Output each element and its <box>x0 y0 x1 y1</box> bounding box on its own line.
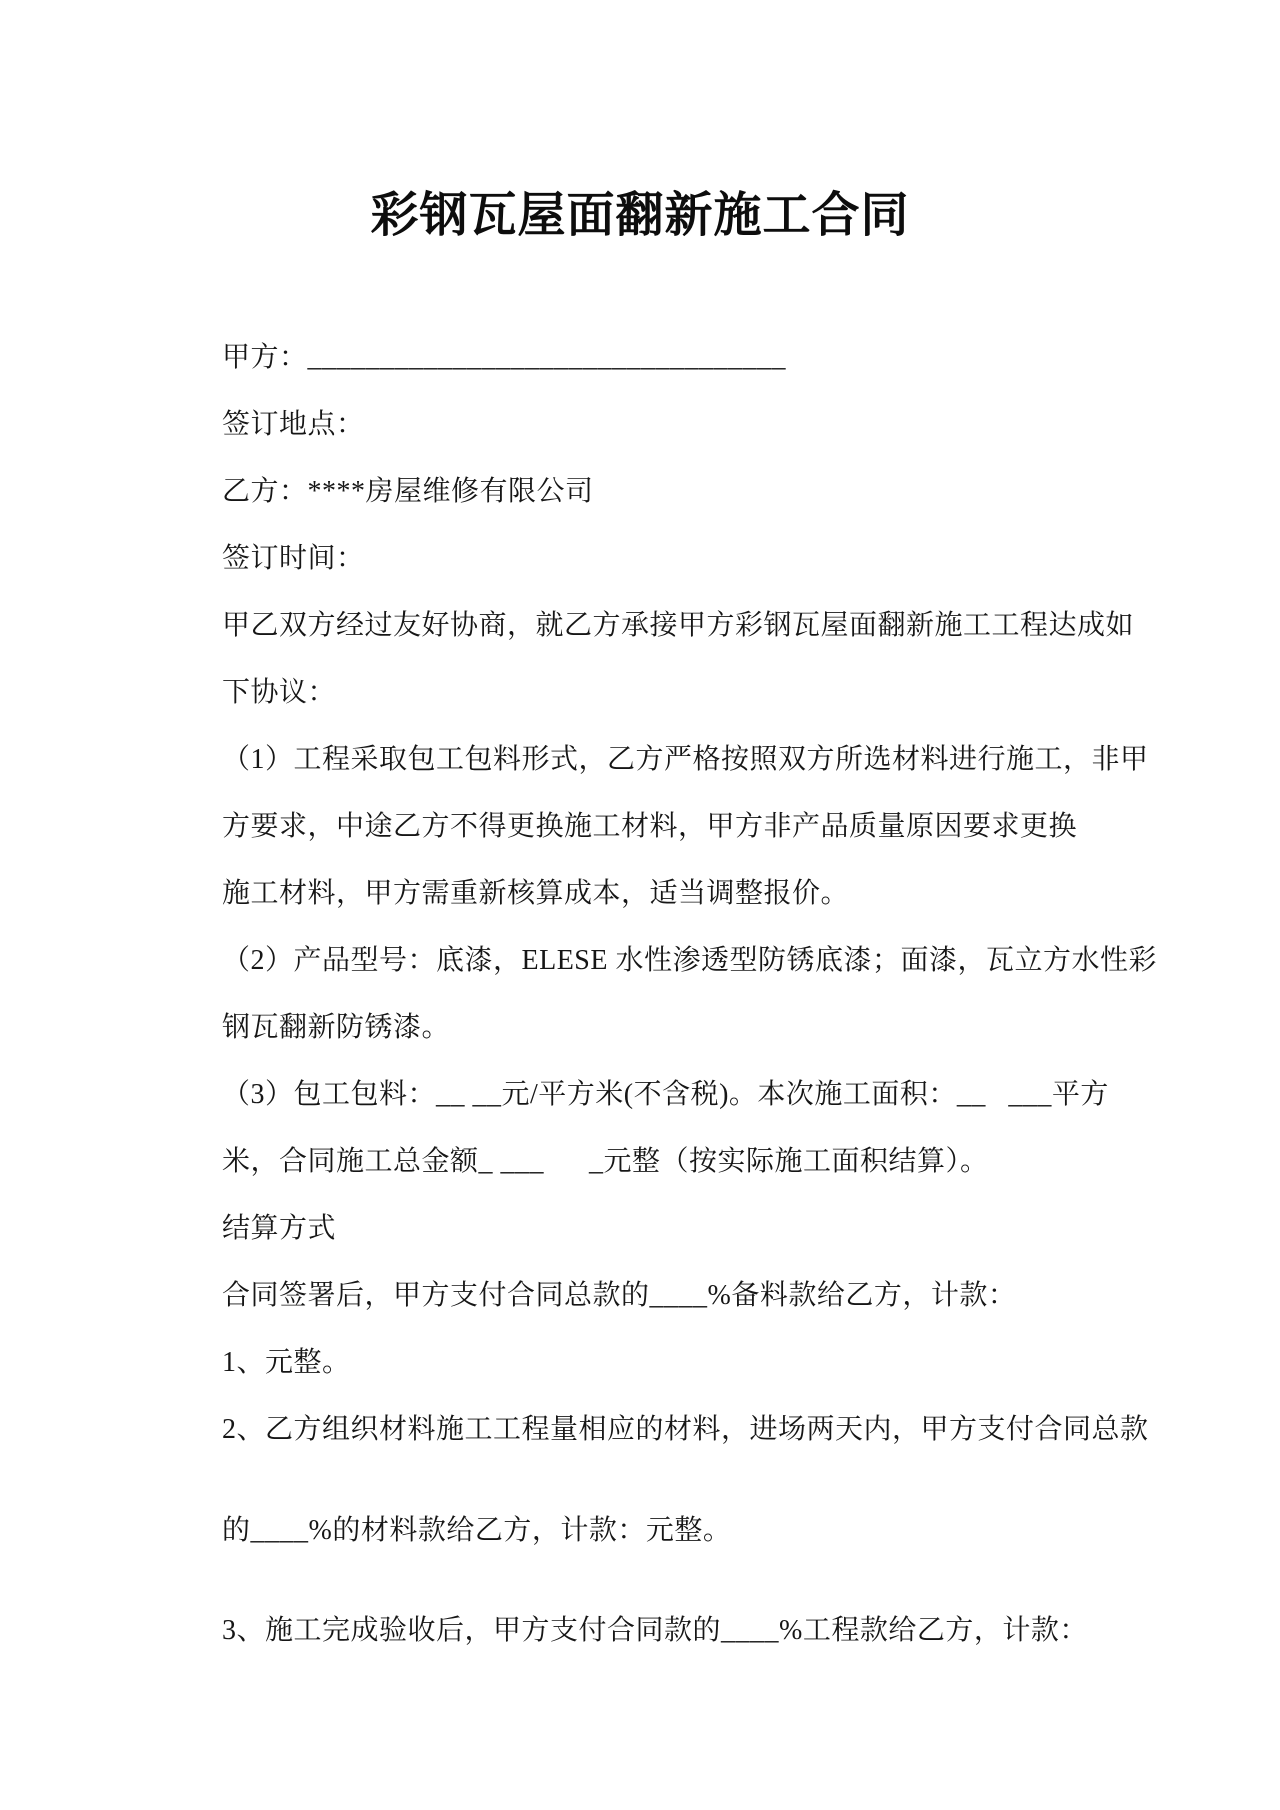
party-b-line: 乙方：****房屋维修有限公司 <box>222 476 594 507</box>
clause-2-line-2: 钢瓦翻新防锈漆。 <box>222 1012 451 1043</box>
clause-1-line-2: 方要求，中途乙方不得更换施工材料，甲方非产品质量原因要求更换 <box>222 811 1078 842</box>
clause-3-line-2: 米，合同施工总金额_ ___ _元整（按实际施工面积结算）。 <box>222 1146 989 1177</box>
clause-1-line-1: （1）工程采取包工包料形式，乙方严格按照双方所选材料进行施工，非甲 <box>222 744 1149 775</box>
preamble-line-2: 下协议： <box>222 677 337 708</box>
signing-time-line: 签订时间： <box>222 543 365 574</box>
settlement-intro-line: 合同签署后，甲方支付合同总款的____%备料款给乙方，计款： <box>222 1280 1017 1311</box>
clause-3-line-1: （3）包工包料：__ __元/平方米(不含税)。本次施工面积：__ ___平方 <box>222 1079 1109 1110</box>
settlement-item-3-line: 3、施工完成验收后，甲方支付合同款的____%工程款给乙方，计款： <box>222 1615 1088 1646</box>
settlement-item-2-line-2: 的____%的材料款给乙方，计款：元整。 <box>222 1515 732 1546</box>
settlement-item-1-line: 1、元整。 <box>222 1347 351 1378</box>
settlement-heading: 结算方式 <box>222 1213 337 1244</box>
document-title: 彩钢瓦屋面翻新施工合同 <box>370 189 910 242</box>
settlement-item-2-line-1: 2、乙方组织材料施工工程量相应的材料，进场两天内，甲方支付合同总款 <box>222 1414 1149 1445</box>
party-a-line: 甲方：_________________________________ <box>222 342 787 373</box>
clause-1-line-3: 施工材料，甲方需重新核算成本，适当调整报价。 <box>222 878 850 909</box>
clause-2-line-1: （2）产品型号：底漆，ELESE 水性渗透型防锈底漆；面漆，瓦立方水性彩 <box>222 945 1157 976</box>
contract-body <box>222 324 1157 1664</box>
signing-place-line: 签订地点： <box>222 409 365 440</box>
preamble-line-1: 甲乙双方经过友好协商，就乙方承接甲方彩钢瓦屋面翻新施工工程达成如 <box>222 610 1135 641</box>
